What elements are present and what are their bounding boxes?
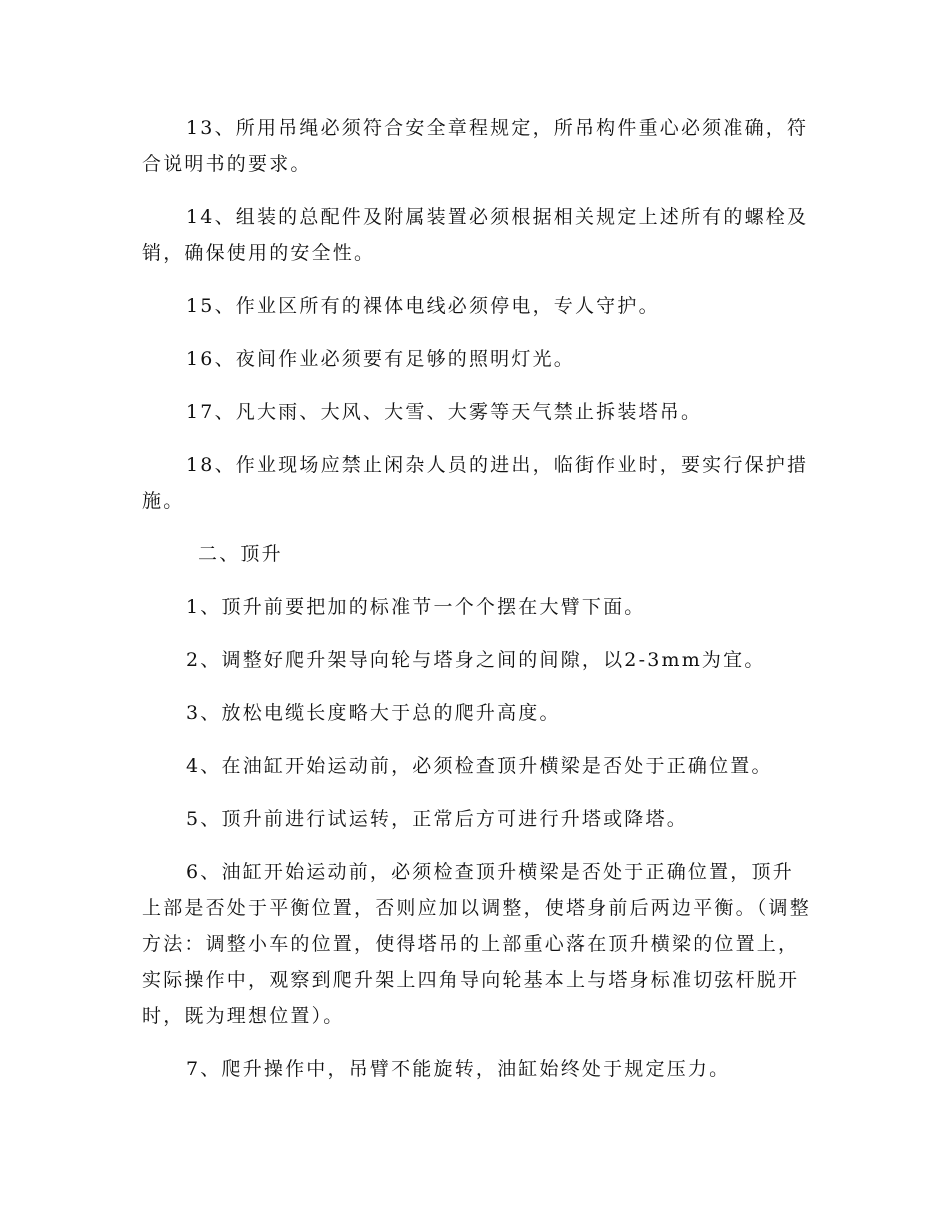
step-7: 7、爬升操作中，吊臂不能旋转，油缸始终处于规定压力。 [186,1058,731,1080]
paragraph-17: 17、凡大雨、大风、大雪、大雾等天气禁止拆装塔吊。 [186,401,703,423]
paragraph-14: 14、组装的总配件及附属装置必须根据相关规定上述所有的螺栓及销，确保使用的安全性。 [142,206,809,264]
step-2: 2、调整好爬升架导向轮与塔身之间的间隙，以2-3mm为宜。 [186,649,766,671]
step-3: 3、放松电缆长度略大于总的爬升高度。 [186,702,561,724]
step-1: 1、顶升前要把加的标准节一个个摆在大臂下面。 [186,596,646,618]
step-6: 6、油缸开始运动前，必须检查顶升横梁是否处于正确位置，顶升上部是否处于平衡位置，否则应加以调整，使塔身前后两边平衡。（调整方法：调整小车的位置，使得塔吊的上部重心落在顶升横梁的位置上，实际操作中，观察到爬升架上四角导向轮基本上与塔身标准切弦杆脱开时，既为理想位置）。 [142,861,811,1027]
section-heading: 二、顶升 [198,543,283,565]
step-4: 4、在油缸开始运动前，必须检查顶升横梁是否处于正确位置。 [186,755,773,777]
document-body [142,110,812,1087]
paragraph-15: 15、作业区所有的裸体电线必须停电，专人守护。 [186,295,660,317]
paragraph-16: 16、夜间作业必须要有足够的照明灯光。 [186,348,575,370]
step-5: 5、顶升前进行试运转，正常后方可进行升塔或降塔。 [186,808,688,830]
paragraph-13: 13、所用吊绳必须符合安全章程规定，所吊构件重心必须准确，符合说明书的要求。 [142,117,809,175]
paragraph-18: 18、作业现场应禁止闲杂人员的进出，临街作业时，要实行保护措施。 [142,454,809,512]
